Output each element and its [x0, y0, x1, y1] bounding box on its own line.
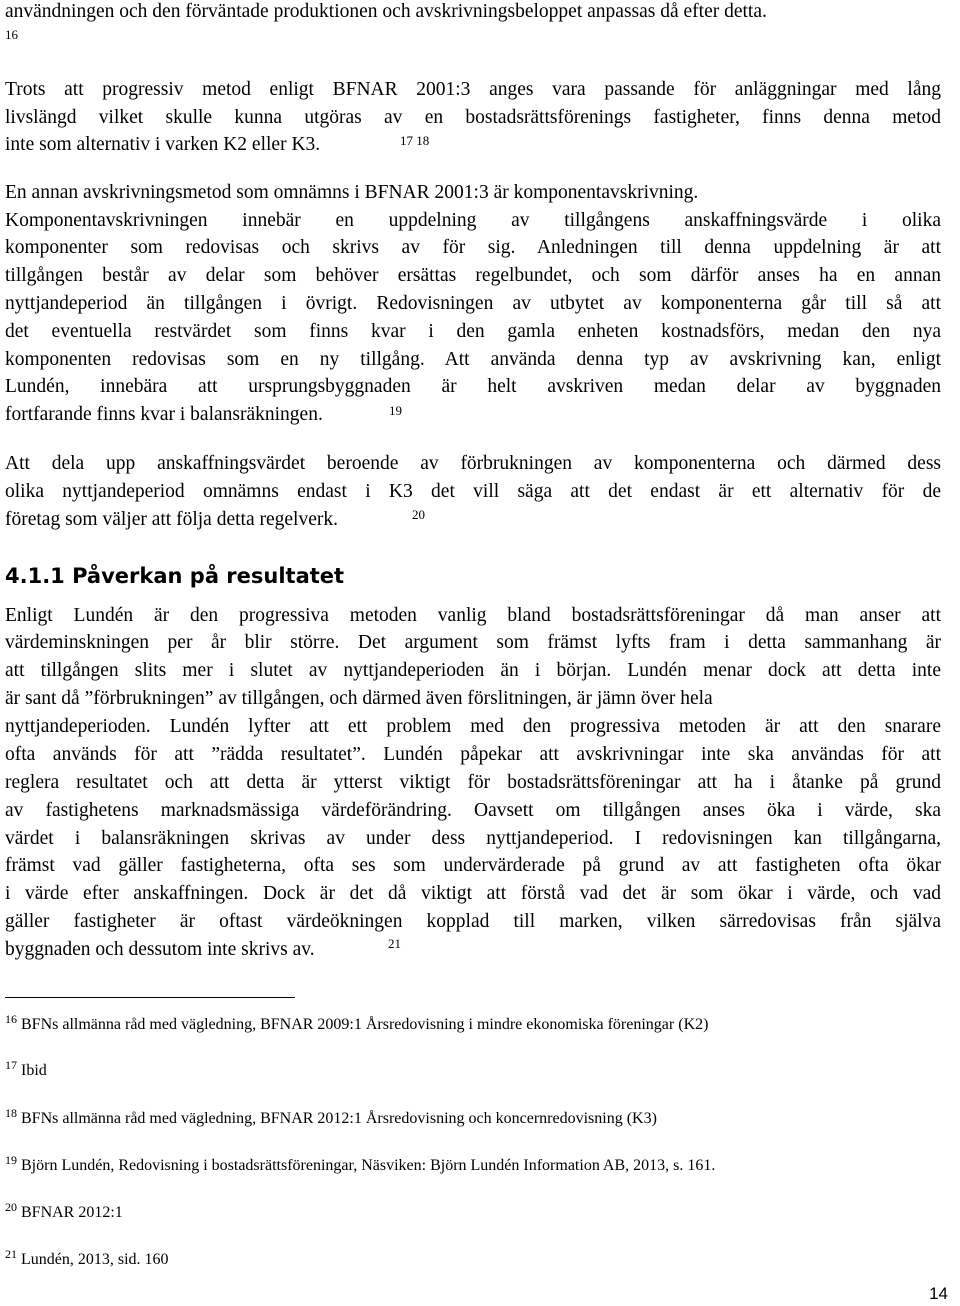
footnote-text: BFNs allmänna råd med vägledning, BFNAR 2009:1 Årsredovisning i mindre ekonomiska föreningar (K2) — [21, 1016, 709, 1033]
footnote-number: 16 — [5, 1012, 17, 1026]
footnote-text: Björn Lundén, Redovisning i bostadsrättsföreningar, Näsviken: Björn Lundén Information AB, 2013, s. 161. — [21, 1157, 716, 1174]
footnote-number: 17 — [5, 1058, 17, 1072]
body-text-line: är sant då ”förbrukningen” av tillgången, och därmed även förslitningen, är jämn över hela — [5, 688, 713, 709]
body-text-line: komponenter som redovisas och skrivs av för sig. Anledningen till denna uppdelning är att — [5, 237, 941, 258]
body-text-line: livslängd vilket skulle kunna utgöras av en bostadsrättsförenings fastigheter, finns denna metod — [5, 107, 941, 128]
body-text-line: gäller fastigheter är oftast värdeökningen kopplad till marken, vilken särredovisas från själva — [5, 911, 941, 932]
body-text-line: Lundén, innebära att ursprungsbyggnaden är helt avskriven medan delar av byggnaden — [5, 376, 941, 397]
body-text-line: att tillgången slits mer i slutet av nyttjandeperioden än i början. Lundén menar dock att detta inte — [5, 660, 941, 681]
footnote — [5, 1106, 657, 1129]
body-text-line: Enligt Lundén är den progressiva metoden vanlig bland bostadsrättsföreningar då man anser att — [5, 605, 941, 626]
body-text-line: nyttjandeperioden. Lundén lyfter att ett problem med den progressiva metoden är att den snarare — [5, 716, 941, 737]
page-number: 14 — [929, 1284, 948, 1303]
footnote — [5, 1247, 169, 1270]
body-text-line: Att dela upp anskaffningsvärdet beroende av förbrukningen av komponenterna och därmed dess — [5, 453, 941, 474]
body-text-line: ofta används för att ”rädda resultatet”. Lundén påpekar att avskrivningar inte ska användas för att — [5, 744, 941, 765]
body-text-line: användningen och den förväntade produktionen och avskrivningsbeloppet anpassas då efter detta. — [5, 1, 767, 22]
body-text-line: i värde efter anskaffningen. Dock är det då viktigt att förstå vad det är som ökar i värde, och vad — [5, 883, 941, 904]
body-text-line: företag som väljer att följa detta regelverk. — [5, 509, 338, 530]
body-text-line: det eventuella restvärdet som finns kvar i den gamla enheten kostnadsförs, medan den nya — [5, 321, 941, 342]
footnote-text: BFNs allmänna råd med vägledning, BFNAR 2012:1 Årsredovisning och koncernredovisning (K3) — [21, 1110, 657, 1127]
footnote-reference: 21 — [388, 936, 401, 951]
body-text-line: Komponentavskrivningen innebär en uppdelning av tillgångens anskaffningsvärde i olika — [5, 210, 941, 231]
footnote-number: 20 — [5, 1200, 17, 1214]
footnote-separator — [5, 997, 295, 998]
body-text-line: byggnaden och dessutom inte skrivs av. — [5, 939, 315, 960]
footnote — [5, 1012, 709, 1035]
body-text-line: värdeminskningen per år blir större. Det argument som främst lyfts fram i detta sammanhang är — [5, 632, 941, 653]
body-text-line: En annan avskrivningsmetod som omnämns i BFNAR 2001:3 är komponentavskrivning. — [5, 182, 699, 203]
footnote — [5, 1153, 716, 1176]
footnote-reference: 16 — [5, 27, 18, 42]
body-text-line: Trots att progressiv metod enligt BFNAR 2001:3 anges vara passande för anläggningar med lång — [5, 79, 941, 100]
body-text-line: fortfarande finns kvar i balansräkningen. — [5, 404, 323, 425]
body-text-line: nyttjandeperiod än tillgången i övrigt. Redovisningen av utbytet av komponenterna går till så att — [5, 293, 941, 314]
body-text-line: olika nyttjandeperiod omnämns endast i K3 det vill säga att det endast är ett alternativ för de — [5, 481, 941, 502]
footnote-text: Lundén, 2013, sid. 160 — [21, 1251, 169, 1268]
section-heading: 4.1.1 Påverkan på resultatet — [5, 564, 345, 588]
footnote-number: 19 — [5, 1153, 17, 1167]
body-text-line: tillgången består av delar som behöver ersättas regelbundet, och som därför anses ha en annan — [5, 265, 941, 286]
body-text-line: värdet i balansräkningen skrivas av under dess nyttjandeperiod. I redovisningen kan tillgångarna, — [5, 828, 941, 849]
footnote-reference: 19 — [389, 403, 402, 418]
body-text-line: inte som alternativ i varken K2 eller K3. — [5, 134, 321, 155]
footnote-reference: 17 18 — [400, 133, 430, 148]
body-text-line: främst vad gäller fastigheterna, ofta ses som undervärderade på grund av att fastigheten ofta ökar — [5, 855, 941, 876]
footnote — [5, 1200, 123, 1223]
footnote-number: 18 — [5, 1106, 17, 1120]
footnote — [5, 1058, 47, 1081]
footnote-text: BFNAR 2012:1 — [21, 1204, 123, 1221]
body-text-line: av fastighetens marknadsmässiga värdeförändring. Oavsett om tillgången anses öka i värde, ska — [5, 800, 941, 821]
footnote-text: Ibid — [21, 1062, 47, 1079]
body-text-line: komponenten redovisas som en ny tillgång. Att använda denna typ av avskrivning kan, enligt — [5, 349, 941, 370]
footnote-number: 21 — [5, 1247, 17, 1261]
footnote-reference: 20 — [412, 507, 425, 522]
body-text-line: reglera resultatet och att detta är ytterst viktigt för bostadsrättsföreningar att ha i åtanke på grund — [5, 772, 941, 793]
